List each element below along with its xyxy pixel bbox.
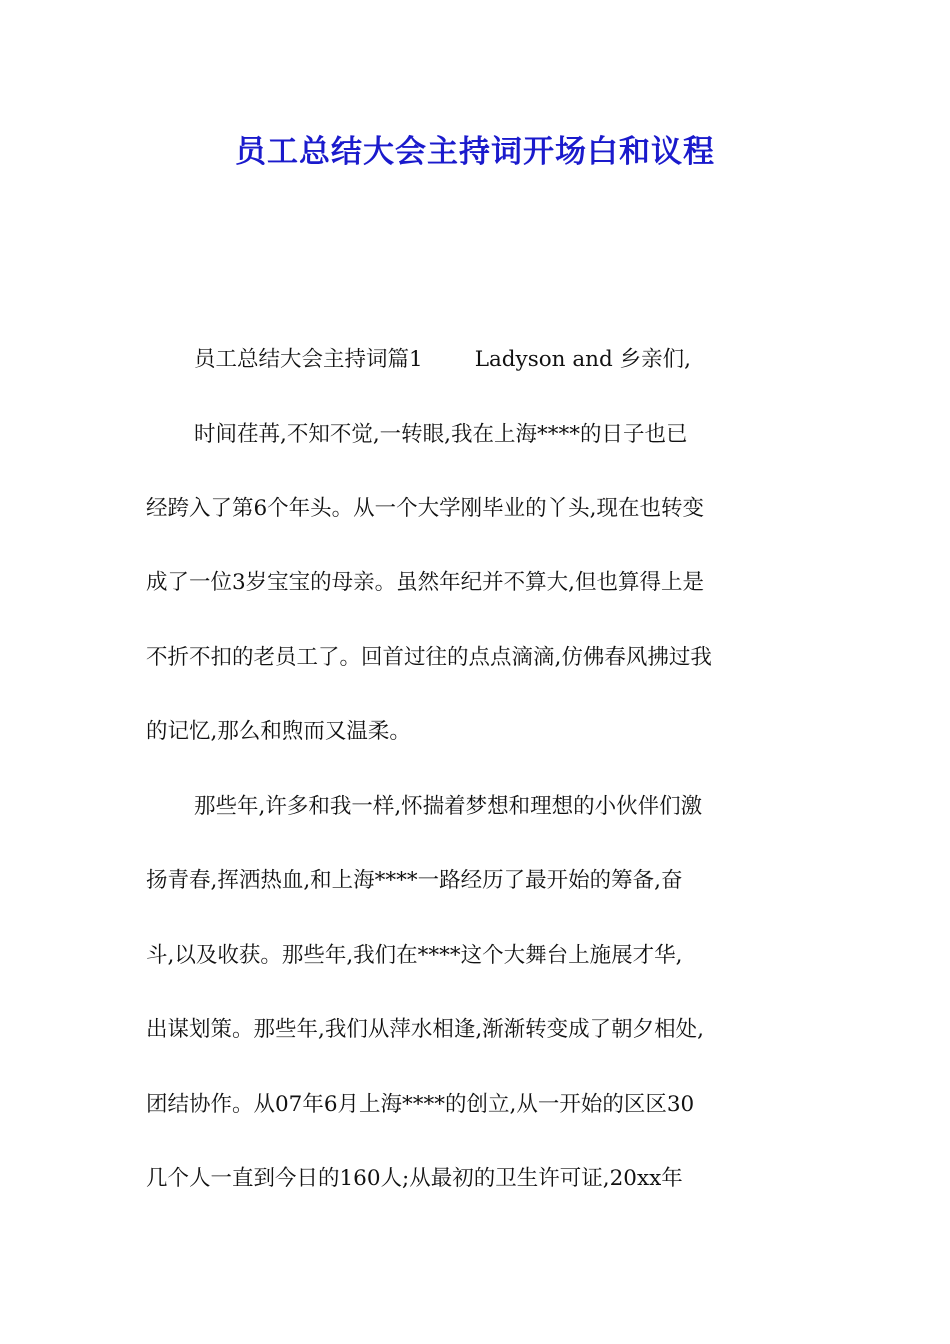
greeting-text: Ladyson and 乡亲们, <box>474 347 691 372</box>
paragraph-line: 斗,以及收获。那些年,我们在****这个大舞台上施展才华, <box>146 943 683 968</box>
paragraph-line: 不折不扣的老员工了。回首过往的点点滴滴,仿佛春风拂过我 <box>146 645 712 670</box>
paragraph-line: 经跨入了第6个年头。从一个大学刚毕业的丫头,现在也转变 <box>146 496 705 521</box>
paragraph-line: 的记忆,那么和煦而又温柔。 <box>146 719 411 744</box>
paragraph-line: 扬青春,挥洒热血,和上海****一路经历了最开始的筹备,奋 <box>146 868 683 893</box>
document-title: 员工总结大会主持词开场白和议程 <box>235 134 715 170</box>
paragraph-line: 出谋划策。那些年,我们从萍水相逢,渐渐转变成了朝夕相处, <box>146 1017 705 1042</box>
paragraph-line: 那些年,许多和我一样,怀揣着梦想和理想的小伙伴们激 <box>194 794 703 819</box>
section-heading: 员工总结大会主持词篇1 <box>194 347 423 372</box>
paragraph-line: 成了一位3岁宝宝的母亲。虽然年纪并不算大,但也算得上是 <box>146 570 705 595</box>
paragraph-line: 团结协作。从07年6月上海****的创立,从一开始的区区30 <box>146 1092 695 1117</box>
paragraph-line: 几个人一直到今日的160人;从最初的卫生许可证,20xx年 <box>146 1166 683 1191</box>
paragraph-line: 时间荏苒,不知不觉,一转眼,我在上海****的日子也已 <box>194 422 688 447</box>
paragraph-line <box>194 345 826 375</box>
